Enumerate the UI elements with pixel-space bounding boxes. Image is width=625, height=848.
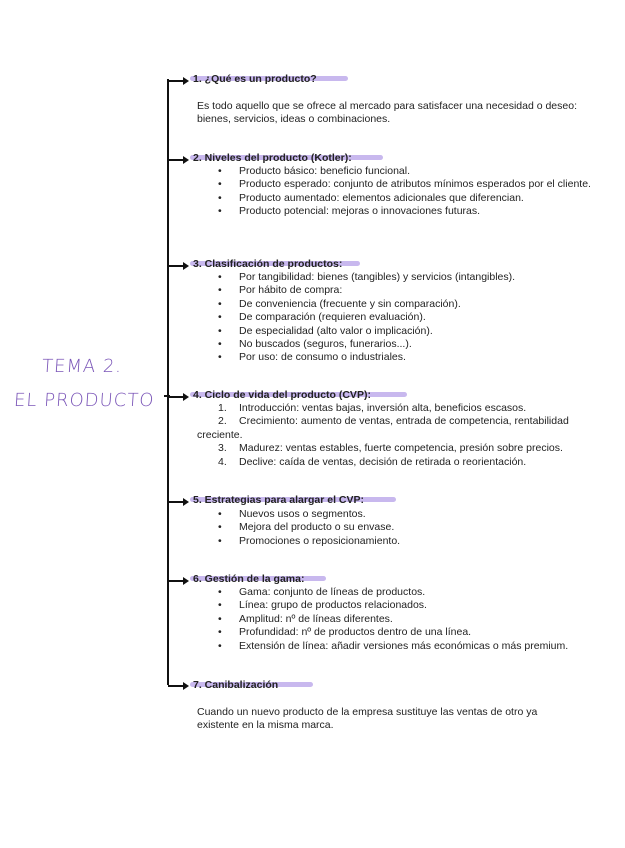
section-3-heading: 3. Clasificación de productos:: [193, 258, 343, 270]
title-line-2: EL PRODUCTO: [13, 390, 156, 411]
section-3-list: [197, 271, 607, 365]
arrow-7-icon: [168, 685, 187, 687]
arrow-4-icon: [168, 396, 187, 398]
list-item: • Producto básico: beneficio funcional.: [197, 165, 607, 178]
section-4-heading: 4. Ciclo de vida del producto (CVP):: [193, 389, 371, 401]
list-item: • Por uso: de consumo o industriales.: [197, 351, 607, 364]
list-number: 3.: [218, 442, 227, 455]
list-text: Madurez: ventas estables, fuerte competencia, presión sobre precios.: [239, 442, 563, 455]
list-text: Introducción: ventas bajas, inversión alta, beneficios escasos.: [239, 402, 527, 414]
section-1-heading: 1. ¿Qué es un producto?: [193, 73, 317, 85]
list-item: • No buscados (seguros, funerarios...).: [197, 338, 607, 351]
arrow-2-icon: [168, 159, 187, 161]
list-item: • Por hábito de compra:: [197, 284, 607, 297]
arrow-5-icon: [168, 501, 187, 503]
list-item: • Producto potencial: mejoras o innovaciones futuras.: [197, 205, 607, 218]
title-line-1: TEMA 2.: [41, 356, 123, 377]
list-number: 4.: [218, 455, 227, 468]
section-7-heading: 7. Canibalización: [193, 679, 279, 691]
list-item: • Profundidad: nº de productos dentro de una línea.: [197, 626, 607, 639]
list-item: [197, 456, 607, 469]
section-6-heading: 6. Gestión de la gama:: [193, 573, 305, 585]
list-item: [197, 442, 607, 455]
arrow-1-icon: [168, 80, 187, 82]
list-item: • Amplitud: nº de líneas diferentes.: [197, 613, 607, 626]
list-item: • Producto aumentado: elementos adicionales que diferencian.: [197, 192, 607, 205]
section-4-list: [197, 402, 607, 469]
arrow-3-icon: [168, 265, 187, 267]
list-text: Declive: caída de ventas, decisión de retirada o reorientación.: [239, 455, 527, 468]
arrow-6-icon: [168, 580, 187, 582]
list-text: Crecimiento: aumento de ventas, entrada de competencia, rentabilidad creciente.: [197, 415, 569, 441]
list-item: • Gama: conjunto de líneas de productos.: [197, 586, 607, 599]
section-7-text: Cuando un nuevo producto de la empresa sustituye las ventas de otro ya existente en la misma marca.: [197, 706, 538, 732]
list-item: • Nuevos usos o segmentos.: [197, 508, 607, 521]
list-number: 2.: [218, 415, 227, 428]
section-5-list: [197, 508, 607, 548]
list-number: 1.: [218, 402, 227, 414]
section-5-heading: 5. Estrategias para alargar el CVP:: [193, 494, 364, 506]
section-1-text: Es todo aquello que se ofrece al mercado para satisfacer una necesidad o deseo: bienes, servicios, ideas o combinaciones.: [197, 100, 577, 126]
list-item: • Extensión de línea: añadir versiones más económicas o más premium.: [197, 640, 607, 653]
section-2-heading: 2. Niveles del producto (Kotler):: [193, 152, 352, 164]
list-item: [197, 402, 607, 415]
section-2-list: [197, 165, 607, 219]
list-item: • Por tangibilidad: bienes (tangibles) y servicios (intangibles).: [197, 271, 607, 284]
bracket-line: [167, 79, 169, 685]
section-6-list: [197, 586, 607, 653]
list-item: • De especialidad (alto valor o implicación).: [197, 325, 607, 338]
list-item: • De comparación (requieren evaluación).: [197, 311, 607, 324]
list-item: • Línea: grupo de productos relacionados.: [197, 599, 607, 612]
list-item: • Producto esperado: conjunto de atributos mínimos esperados por el cliente.: [197, 178, 607, 191]
list-item: • Promociones o reposicionamiento.: [197, 535, 607, 548]
list-item: • De conveniencia (frecuente y sin comparación).: [197, 298, 607, 311]
list-item: • Mejora del producto o su envase.: [197, 521, 607, 534]
list-item: [197, 415, 607, 442]
